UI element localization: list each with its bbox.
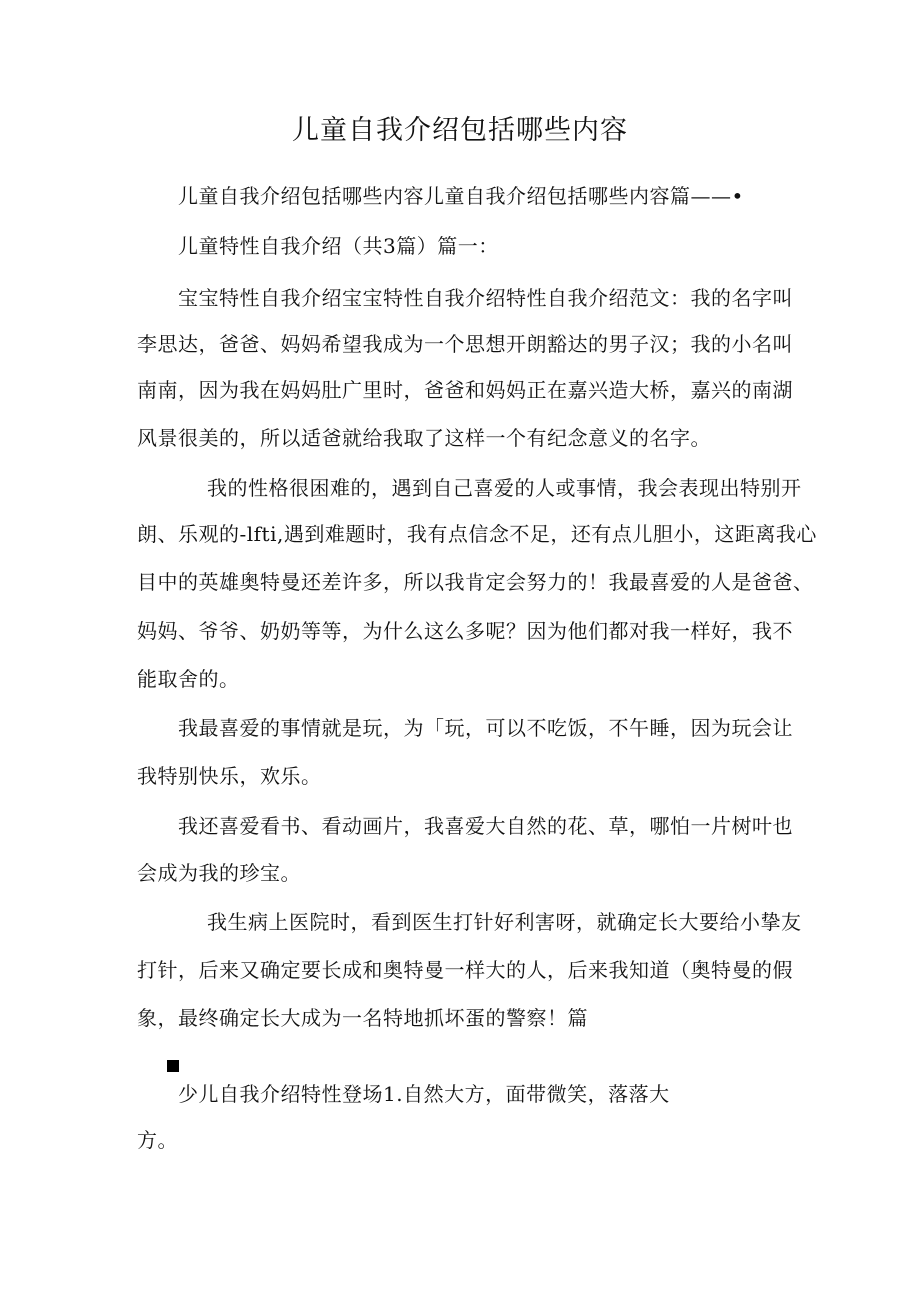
paragraph-line: 我还喜爱看书、看动画片，我喜爱大自然的花、草，哪怕一片树叶也 [178,814,793,838]
paragraph-line: 儿童特性自我介绍（共3篇）篇一： [178,234,499,258]
paragraph-line: 儿童自我介绍包括哪些内容儿童自我介绍包括哪些内容篇——• [178,184,744,208]
paragraph-line: 目中的英雄奥特曼还差许多，所以我肯定会努力的！我最喜爱的人是爸爸、 [137,570,814,594]
paragraph-line: 妈妈、爷爷、奶奶等等，为什么这么多呢？因为他们都对我一样好，我不 [137,619,793,643]
paragraph-line: 象，最终确定长大成为一名特地抓坏蛋的警察！篇 [137,1006,588,1030]
paragraph-line: 宝宝特性自我介绍宝宝特性自我介绍特性自我介绍范文：我的名字叫 [178,286,793,310]
paragraph-line: 能取舍的。 [137,667,240,691]
paragraph-line: 少儿自我介绍特性登场1.自然大方，面带微笑，落落大 [178,1082,670,1106]
paragraph-line: 会成为我的珍宝。 [137,861,301,885]
paragraph-line: 朗、乐观的-lfti,遇到难题时，我有点信念不足，还有点儿胆小，这距离我心 [137,522,817,546]
bullet-square-icon [167,1060,179,1072]
paragraph-line: 李思达，爸爸、妈妈希望我成为一个思想开朗豁达的男子汉；我的小名叫 [137,332,793,356]
document-title: 儿童自我介绍包括哪些内容 [292,115,628,146]
paragraph-line: 方。 [137,1128,178,1152]
paragraph-line: 风景很美的，所以适爸就给我取了这样一个有纪念意义的名字。 [137,426,711,450]
paragraph-line: 我的性格很困难的，遇到自己喜爱的人或事情，我会表现出特别开 [207,476,802,500]
paragraph-line: 南南，因为我在妈妈肚广里时，爸爸和妈妈正在嘉兴造大桥，嘉兴的南湖 [137,378,793,402]
paragraph-line: 打针，后来又确定要长成和奥特曼一样大的人，后来我知道（奥特曼的假 [137,958,793,982]
paragraph-line: 我生病上医院时，看到医生打针好利害呀，就确定长大要给小挚友 [207,910,802,934]
paragraph-line: 我特别快乐，欢乐。 [137,764,322,788]
paragraph-line: 我最喜爱的事情就是玩，为「玩，可以不吃饭，不午睡，因为玩会让 [178,716,793,740]
